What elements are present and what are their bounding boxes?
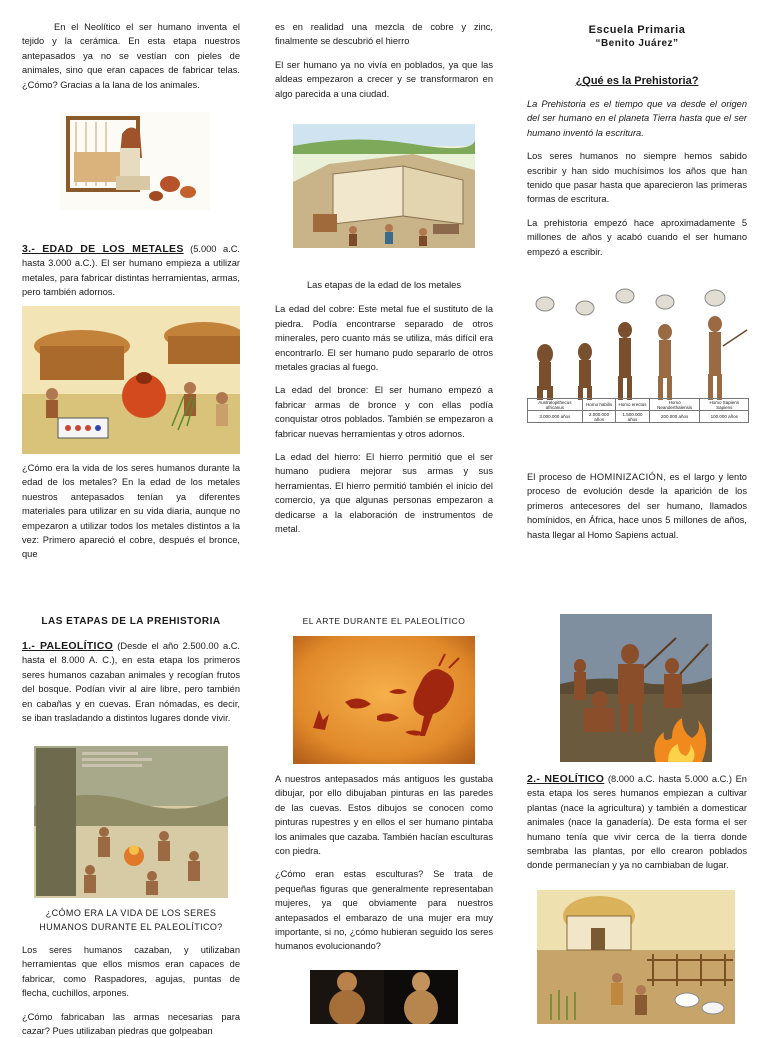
city-construction-illustration xyxy=(293,124,475,248)
hominization-text: , es el largo y lento proceso de evolución desde la aparición de los primeros antecesores del ser humano, llamados homínidos, en África, hace unos 5 millones de años, hasta llegar al Homo Sapiens actual. xyxy=(527,472,747,540)
evo-year: 100.000 años xyxy=(700,411,749,423)
metals-section xyxy=(22,242,240,300)
neolithic-text: En esta etapa los seres humanos empiezan a cultivar plantas (nace la agricultura) y también a domesticar animales (nace la ganadería). De esta forma el ser humano tenía que vivir cerca de la tierra donde sembraba las plantas, por ello crearon poblados donde permanecían y ya no cambiaban de lugar. xyxy=(527,774,747,871)
villages-text: El ser humano ya no vivía en poblados, ya que las aldeas empezaron a crecer y se transformaron en algo parecida a una ciudad. xyxy=(275,59,493,99)
writing-text: Los seres humanos no siempre hemos sabido escribir y han sido muchísimos los años que han tenido que pasar hasta que aparecieron las primeras formas de escritura. xyxy=(527,151,747,205)
evolution-table xyxy=(527,398,749,423)
prehistory-stages-title: LAS ETAPAS DE LA PREHISTORIA xyxy=(41,616,221,627)
column-5 xyxy=(275,616,493,626)
school-name: “Benito Juárez” xyxy=(595,38,679,49)
art-text: A nuestros antepasados más antiguos les gustaba dibujar, por ello dibujaban pinturas en las paredes de las cuevas. Estos dibujos se conocen como pinturas rupestres y en ellos el ser humano pintaba los animales que cazaba. También hacían esculturas con piedra. xyxy=(275,774,493,857)
neolithic-section xyxy=(527,772,747,873)
prehistory-definition: La Prehistoria es el tiempo que va desde el origen del ser humano en el planeta Tierra hasta que el ser humano inventó la escritura. xyxy=(527,99,747,138)
weaving-woman-illustration xyxy=(60,112,210,210)
evo-year: 2.000.000 años xyxy=(582,411,615,423)
metals-title: 3.- EDAD DE LOS METALES xyxy=(22,243,184,255)
sculptures-text: ¿Cómo eran estas esculturas? Se trata de pequeñas figuras que generalmente representaban mujeres, ya que obviamente para nuestros antepasados el embarazo de una mujer era muy importante, si no, ¿cómo hubieran seguido los seres humanos evolucionando? xyxy=(275,869,493,952)
paleolithic-life-heading: ¿CÓMO ERA LA VIDA DE LOS SERES HUMANOS DURANTE EL PALEOLÍTICO? xyxy=(39,908,223,932)
evo-name: Homo Sapiens Sapiens xyxy=(700,399,749,411)
hominization-term: HOMINIZACIÓN xyxy=(589,472,664,482)
paleolithic-camp-illustration xyxy=(34,746,228,898)
evo-year: 200.000 años xyxy=(649,411,700,423)
stages-section xyxy=(275,278,493,537)
paleolithic-life-section xyxy=(22,906,240,1038)
evo-year: 1.500.000 años xyxy=(616,411,649,423)
evo-name: Homo habilis xyxy=(582,399,615,411)
copper-age-text: La edad del cobre: Este metal fue el sustituto de la piedra. Podía encontrarse separado de otros minerales, pero cuanto más se utiliza, más difícil era encontrarlo. El ser humano pudo separarlo de otros metales gracias al fuego. xyxy=(275,304,493,373)
metals-continued: es en realidad una mezcla de cobre y zinc, finalmente se descubrió el hierro xyxy=(275,22,493,47)
cave-painting-photo xyxy=(293,636,475,764)
neolithic-range: (8.000 a.C. hasta 5.000 a.C.) xyxy=(604,774,732,784)
neolithic-intro: En el Neolítico el ser humano inventa el tejido y la cerámica. En esta etapa nuestros antepasados ya no se vestían con pieles de animales, sino que eran capaces de fabricar telas. ¿Cómo? Gracias a la lana de los animales. xyxy=(22,22,240,90)
art-text-section xyxy=(275,772,493,954)
hunting-text: Los seres humanos cazaban, y utilizaban herramientas que ellos mismos eran capaces de fabricar, como Raspadores, agujas, puntas de flecha, cuchillos, arpones. xyxy=(22,945,240,999)
evo-year: 3.000.000 años xyxy=(528,411,583,423)
evo-name: Homo Neanderthalensis xyxy=(649,399,700,411)
metals-text: El ser humano empieza a utilizar metales, para fabricar distintas herramientas, armas, pero también adornos. xyxy=(22,258,241,298)
column-2 xyxy=(275,20,493,101)
hominization-section xyxy=(527,470,747,542)
hominization-prefix: El proceso de xyxy=(527,472,590,482)
neolithic-title: 2.- NEOLÍTICO xyxy=(527,773,605,785)
school-label: Escuela Primaria xyxy=(588,24,686,36)
metal-stages-heading: Las etapas de la edad de los metales xyxy=(306,280,462,290)
neolithic-village-illustration xyxy=(537,890,735,1024)
metal-age-village-illustration xyxy=(22,306,240,454)
evo-name: Homo erectus xyxy=(616,399,649,411)
bronze-age-text: La edad del bronce: El ser humano empezó a fabricar armas de bronce y con ellas podía conquistar otros poblados. También se empezaron a fabricar nuevas herramientas y otros adornos. xyxy=(275,385,493,439)
column-1 xyxy=(22,20,240,92)
metals-life-section xyxy=(22,461,240,562)
paleolithic-text: (Desde el año 2.500.00 a.C. hasta el 8.000 A. C.), en esta etapa los primeros seres humanos cazaban animales y recogían frutos del bosque. Podían vivir al aire libre, pero también en cabañas y en cuevas. Eran nómadas, es decir, se iban trasladando a distintos lugares donde vivir. xyxy=(22,641,240,724)
prehistory-span-text: La prehistoria empezó hace aproximadamente 5 millones de años y acabó cuando el ser humano empezó a escribir. xyxy=(527,217,747,257)
weapons-text: ¿Cómo fabricaban las armas necesarias para cazar? Pues utilizaban piedras que golpeaban xyxy=(22,1011,240,1037)
hunters-with-fire-illustration xyxy=(560,614,712,762)
paleolithic-title: 1.- PALEOLÍTICO xyxy=(22,640,114,652)
iron-age-text: La edad del hierro: El hierro permitió que el ser humano pudiera mejorar sus armas y sus herramientas. El hierro permitió también el inicio del comercio, ya que algunas personas empezaron a dedicarse a la elaboración de instrumentos de metal. xyxy=(275,452,493,535)
metals-life-text: ¿Cómo era la vida de los seres humanos durante la edad de los metales? En la edad de los metales nuestros antepasados tenían ya diferentes materiales para utilizar en su vida diaria, aunque no empezaron a utilizar todos los metales distintos a la vez: Primero apareció el cobre, después el bronce, que xyxy=(22,463,240,560)
column-3 xyxy=(527,24,747,259)
column-4 xyxy=(22,616,240,725)
prehistory-question: ¿Qué es la Prehistoria? xyxy=(575,75,699,87)
evo-name: Australopithecus africanus xyxy=(528,399,583,411)
metals-range: (5.000 a.C. hasta 3.000 a.C.). xyxy=(22,244,240,269)
human-evolution-chart xyxy=(527,286,749,444)
venus-figurines-photo xyxy=(310,970,458,1024)
paleolithic-art-title: EL ARTE DURANTE EL PALEOLÍTICO xyxy=(302,616,466,626)
